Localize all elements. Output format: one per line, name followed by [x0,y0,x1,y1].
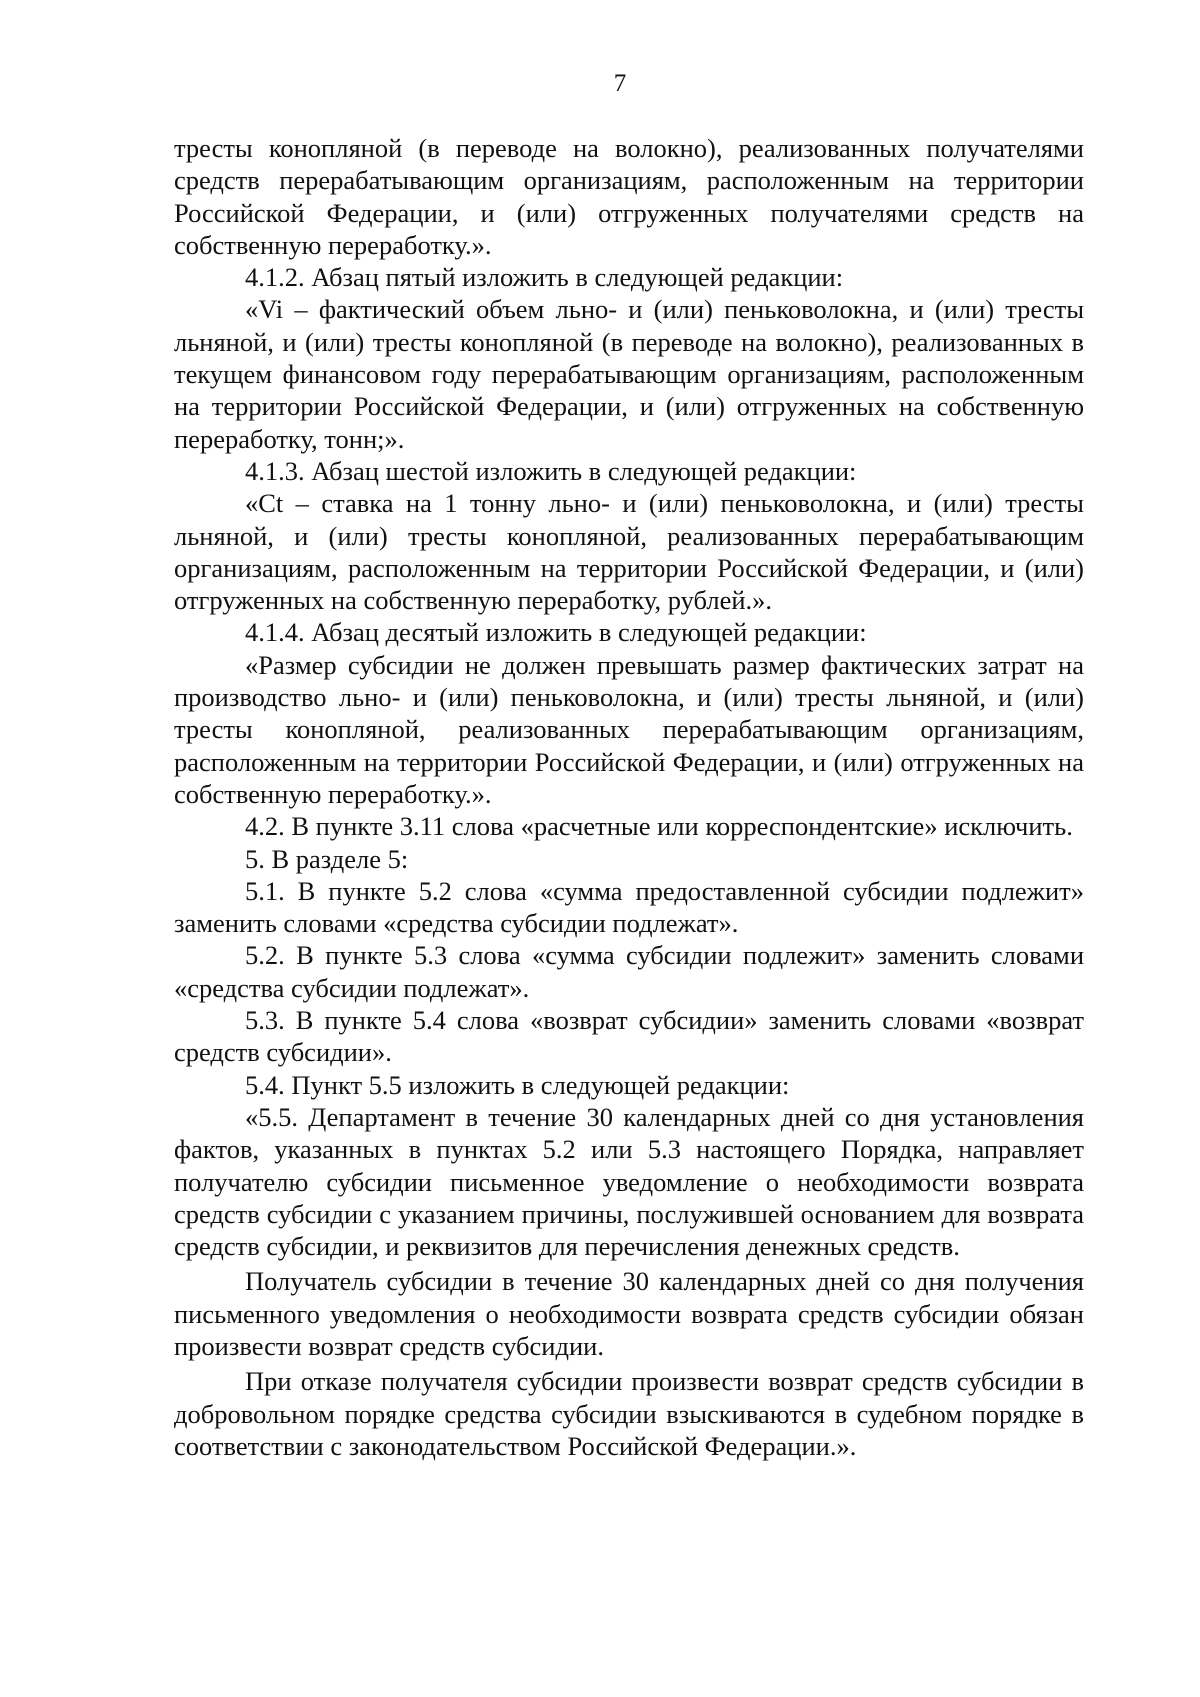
paragraph-5-4: 5.4. Пункт 5.5 изложить в следующей редакции: [245,1069,790,1100]
paragraph-ct-definition: «Ct – ставка на 1 тонну льно- и (или) пеньковолокна, и (или) тресты льняной, и (или) тресты конопляной, реализованных перерабатывающим организациям, расположенным на территории Российской Федерации, и (или) отгруженных на собственную переработку, рублей.». [174,488,1084,616]
paragraph-5-3: 5.3. В пункте 5.4 слова «возврат субсидии» заменить словами «возврат средств субсидии». [174,1005,1084,1068]
paragraph-5-2: 5.2. В пункте 5.3 слова «сумма субсидии подлежит» заменить словами «средства субсидии подлежат». [174,940,1084,1003]
paragraph-4-2: 4.2. В пункте 3.11 слова «расчетные или корреспондентские» исключить. [245,811,1073,842]
paragraph-4-1-2: 4.1.2. Абзац пятый изложить в следующей редакции: [245,262,844,293]
paragraph-recipient-return: Получатель субсидии в течение 30 календарных дней со дня получения письменного уведомления о необходимости возврата средств субсидии обязан произвести возврат средств субсидии. [174,1266,1084,1361]
paragraph-subsidy-size: «Размер субсидии не должен превышать размер фактических затрат на производство льно- и (или) пеньковолокна, и (или) тресты льняной, и (или) тресты конопляной, реализованных перерабатывающим организациям, расположенным на территории Российской Федерации, и (или) отгруженных на собственную переработку.». [174,649,1084,809]
paragraph-4-1-3: 4.1.3. Абзац шестой изложить в следующей редакции: [245,455,857,486]
paragraph-vi-definition: «Vi – фактический объем льно- и (или) пеньковолокна, и (или) тресты льняной, и (или) тресты конопляной (в переводе на волокно), реализованных в текущем финансовом году перерабатывающим организациям, расположенным на территории Российской Федерации, и (или) отгруженных на собственную переработку, тонн;». [174,294,1084,454]
paragraph-4-1-4: 4.1.4. Абзац десятый изложить в следующей редакции: [245,617,867,648]
paragraph-5-5-department: «5.5. Департамент в течение 30 календарных дней со дня установления фактов, указанных в пунктах 5.2 или 5.3 настоящего Порядка, направляет получателю субсидии письменное уведомление о необходимости возврата средств субсидии с указанием причины, послужившей основанием для возврата средств субсидии, и реквизитов для перечисления денежных средств. [174,1101,1084,1262]
paragraph-5-1: 5.1. В пункте 5.2 слова «сумма предоставленной субсидии подлежит» заменить словами «средства субсидии подлежат». [174,875,1084,939]
document-body [174,132,1084,1462]
paragraph-continuation: тресты конопляной (в переводе на волокно), реализованных получателями средств перерабатывающим организациям, расположенным на территории Российской Федерации, и (или) отгруженных получателями средств на собственную переработку.». [174,133,1084,260]
paragraph-refusal-court: При отказе получателя субсидии произвести возврат средств субсидии в добровольном порядке средства субсидии взыскиваются в судебном порядке в соответствии с законодательством Российской Федерации.». [174,1366,1084,1461]
page-number: 7 [613,70,627,97]
paragraph-section-5: 5. В разделе 5: [245,843,409,874]
